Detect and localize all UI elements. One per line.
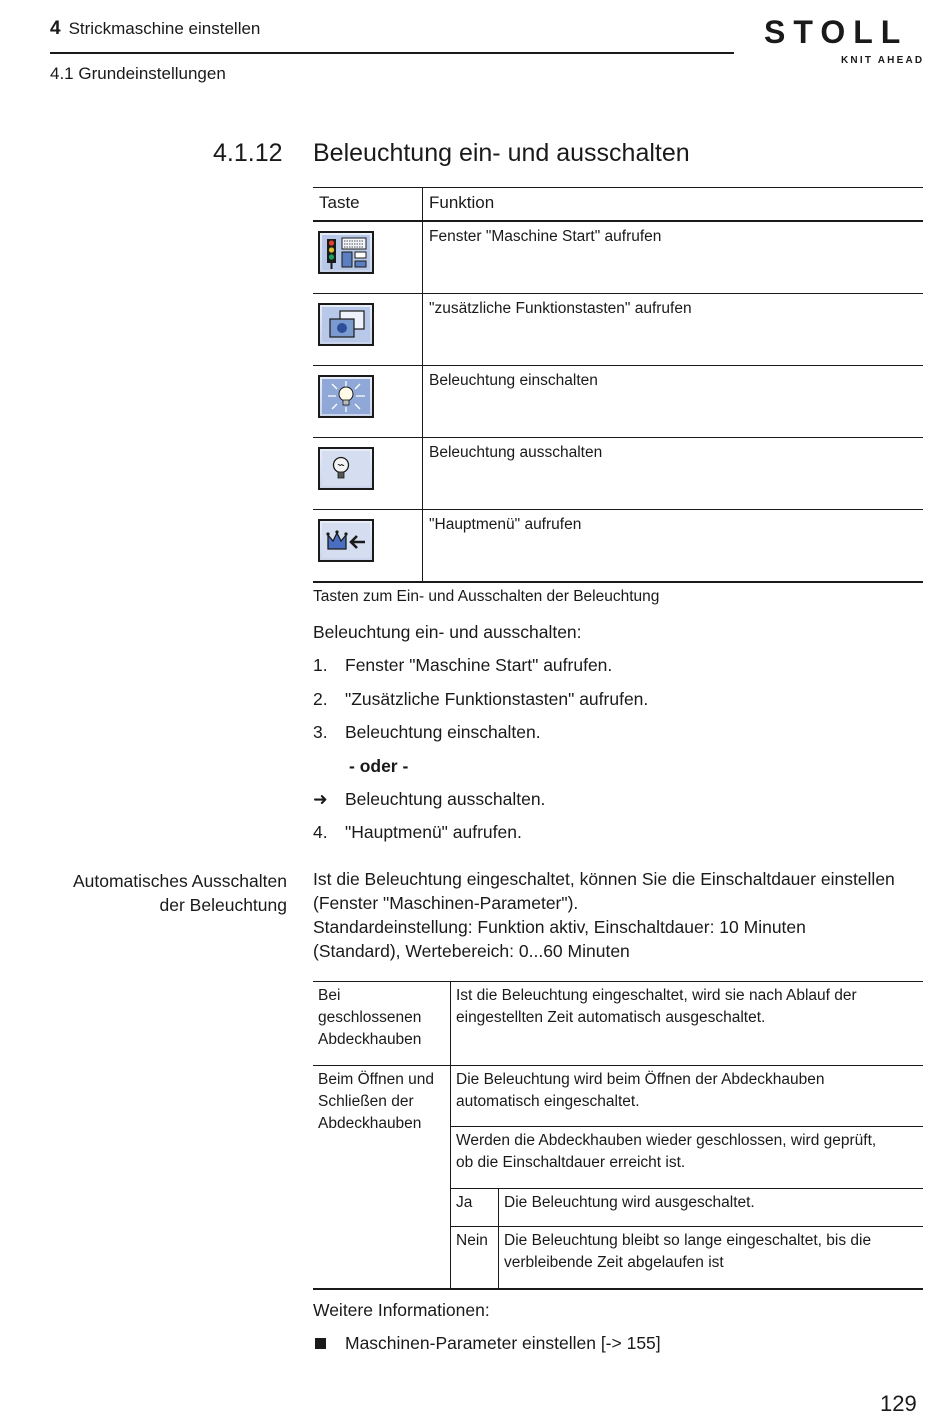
step-marker: 2. — [313, 689, 328, 709]
table-row — [313, 438, 923, 510]
additional-function-keys-icon[interactable] — [318, 303, 374, 346]
function-text: Fenster "Maschine Start" aufrufen — [429, 228, 662, 245]
col-header-key: Taste — [313, 188, 423, 220]
yes-text: Die Beleuchtung wird ausgeschaltet. — [504, 1194, 755, 1211]
step-text: "Hauptmenü" aufrufen. — [345, 822, 522, 842]
step-marker: 3. — [313, 722, 328, 742]
or-label: - oder - — [349, 756, 409, 776]
table-divider — [451, 1188, 923, 1189]
table-row — [313, 510, 923, 583]
table-caption: Tasten zum Ein- und Ausschalten der Beleuchtung — [313, 588, 660, 605]
table-row — [313, 222, 923, 294]
table-divider — [450, 982, 451, 1288]
chapter-number: 4 — [50, 18, 61, 39]
crown-back-arrow-icon[interactable] — [318, 519, 374, 562]
link-text[interactable]: Maschinen-Parameter einstellen [-> 155] — [345, 1333, 661, 1353]
arrow-icon: ➜ — [313, 789, 328, 809]
section-title: Beleuchtung ein- und ausschalten — [313, 139, 690, 167]
table-row — [313, 294, 923, 366]
no-text: Die Beleuchtung bleibt so lange eingeschaltet, bis die verbleibende Zeit abgelaufen ist — [504, 1232, 872, 1271]
chapter-title: Strickmaschine einstellen — [68, 19, 261, 38]
function-text: Beleuchtung ausschalten — [429, 444, 603, 461]
square-bullet-icon — [315, 1338, 326, 1349]
table-divider — [498, 1188, 499, 1288]
step-marker: 1. — [313, 655, 328, 675]
more-info-link[interactable] — [313, 1333, 661, 1354]
check-duration-text: Werden die Abdeckhauben wieder geschlossen, wird geprüft, ob die Einschaltdauer erreicht ist. — [456, 1132, 877, 1171]
table-row — [313, 366, 923, 438]
step-text: "Zusätzliche Funktionstasten" aufrufen. — [345, 689, 649, 709]
traffic-light-machine-start-icon[interactable] — [318, 231, 374, 274]
list-item — [313, 689, 648, 710]
function-text: "Hauptmenü" aufrufen — [429, 516, 582, 533]
subchapter-heading: 4.1 Grundeinstellungen — [50, 64, 226, 83]
header-rule — [50, 52, 734, 54]
table-divider — [451, 1226, 923, 1227]
list-item — [313, 655, 612, 676]
table-divider — [451, 1126, 923, 1127]
section-number: 4.1.12 — [213, 139, 283, 167]
yes-label: Ja — [456, 1194, 473, 1211]
behaviour-table — [313, 981, 923, 1290]
page-number: 129 — [880, 1391, 917, 1416]
table-divider — [313, 1065, 923, 1066]
chapter-heading — [50, 18, 260, 40]
stoll-logo: STOLL — [764, 14, 909, 50]
light-bulb-off-icon[interactable] — [318, 447, 374, 490]
side-heading: Automatisches Ausschalten der Beleuchtung — [72, 871, 287, 915]
list-item — [313, 789, 545, 810]
closed-covers-label: Bei geschlossenen Abdeckhauben — [318, 987, 422, 1048]
step-marker: 4. — [313, 822, 328, 842]
list-item — [313, 822, 522, 843]
open-close-covers-label: Beim Öffnen und Schließen der Abdeckhauben — [318, 1071, 435, 1132]
function-text: Beleuchtung einschalten — [429, 372, 598, 389]
step-text: Beleuchtung einschalten. — [345, 722, 541, 742]
logo-tagline: KNIT AHEAD — [841, 55, 925, 66]
key-table-header — [313, 187, 923, 222]
closed-covers-text: Ist die Beleuchtung eingeschaltet, wird sie nach Ablauf der eingestellten Zeit automatisch ausgeschaltet. — [456, 987, 857, 1026]
step-text: Fenster "Maschine Start" aufrufen. — [345, 655, 613, 675]
more-info-label: Weitere Informationen: — [313, 1300, 490, 1320]
no-label: Nein — [456, 1232, 488, 1249]
light-bulb-on-icon[interactable] — [318, 375, 374, 418]
list-item — [313, 722, 541, 743]
open-covers-text: Die Beleuchtung wird beim Öffnen der Abdeckhauben automatisch eingeschaltet. — [456, 1071, 825, 1110]
function-text: "zusätzliche Funktionstasten" aufrufen — [429, 300, 692, 317]
col-header-function: Funktion — [429, 193, 495, 212]
key-table — [313, 187, 923, 583]
steps-intro: Beleuchtung ein- und ausschalten: — [313, 622, 582, 642]
auto-off-paragraph: Ist die Beleuchtung eingeschaltet, können Sie die Einschaltdauer einstellen (Fenster "Maschinen-Parameter"). Standardeinstellung: Funktion aktiv, Einschaltdauer: 10 Minuten (Standard), Wertebereich: 0...60 Minuten — [313, 869, 895, 961]
step-text: Beleuchtung ausschalten. — [345, 789, 546, 809]
